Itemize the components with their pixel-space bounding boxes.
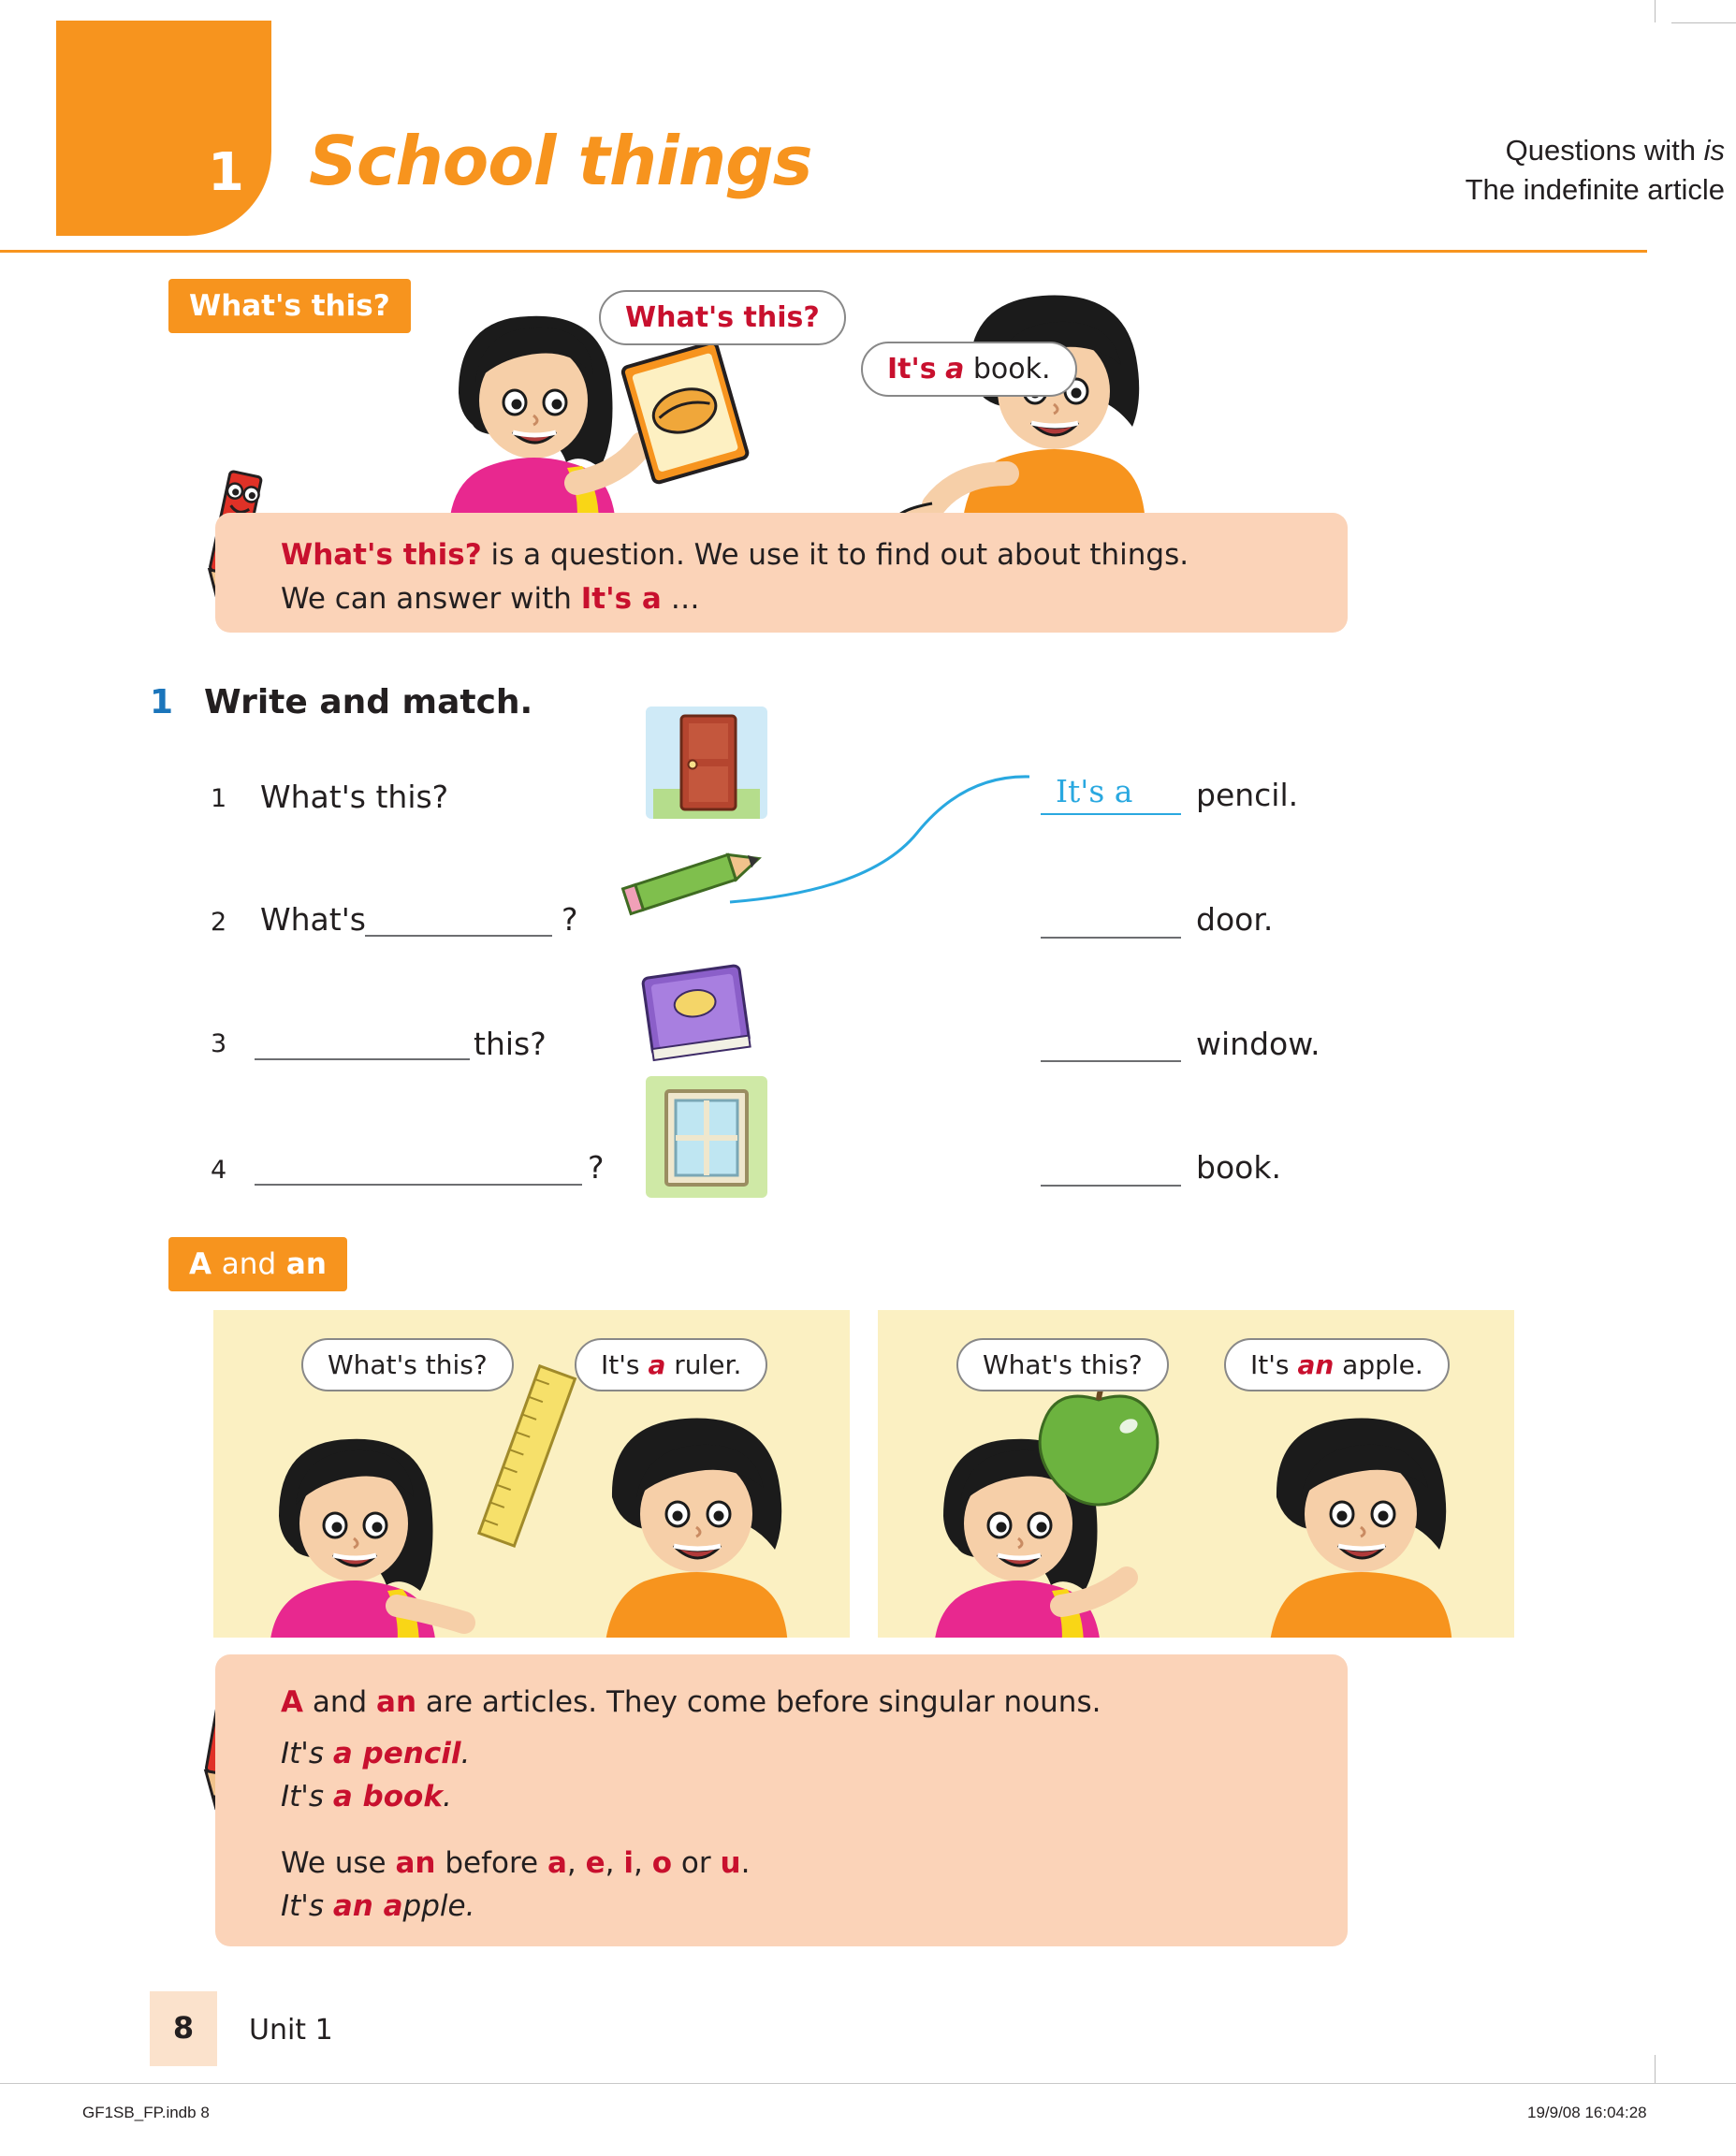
speech-bubble-panel-right-boy: It's an apple. [1224,1338,1450,1391]
question-text-2-before: What's [260,901,366,938]
matching-line [721,767,1039,917]
question-number: 1 [211,784,227,813]
answer-word-3: window. [1196,1026,1320,1062]
footer-unit-label: Unit 1 [249,2014,333,2047]
rule-line-5: It's an apple. [281,1889,475,1923]
apple-illustration [1040,1372,1158,1505]
trim-mark-top [1671,22,1736,23]
bubble-text: What's this? [625,301,820,334]
bubble-text-pre: It's [887,353,937,386]
answer-blank-filled[interactable] [1041,812,1181,815]
rule-line-2: We can answer with It's a … [281,581,700,616]
answer-blank[interactable] [1041,1184,1181,1187]
question-text-1: What's this? [260,779,449,815]
answer-word-1: pencil. [1196,777,1299,813]
answer-blank[interactable] [255,1057,470,1060]
rule-line-4: We use an before a, e, i, o or u. [281,1845,751,1880]
unit-number: 1 [208,142,244,203]
grammar-point-1: Questions with is [1505,134,1725,167]
rule-box-whats-this [215,513,1348,633]
grammar-points [1466,131,1725,210]
speech-bubble-panel-left-girl: What's this? [301,1338,514,1391]
question-number: 3 [211,1029,227,1058]
chip-a: A [189,1247,212,1281]
speech-bubble-girl-1 [599,290,846,345]
bubble-text-article: a [945,353,965,386]
answer-filled-1: It's a [1056,773,1133,809]
question-text-4-after: ? [588,1149,605,1186]
page-number: 8 [172,2010,195,2046]
rule-box-a-and-an [215,1654,1348,1946]
section-label-whats-this: What's this? [168,279,411,333]
speech-bubble-boy-1 [861,342,1077,397]
trim-mark-right [1655,0,1656,22]
speech-bubble-panel-left-boy: It's a ruler. [575,1338,767,1391]
answer-blank[interactable] [1041,936,1181,939]
boy-pointing-illustration [880,281,1226,533]
exercise-instruction: Write and match. [204,683,533,721]
question-text-2-after: ? [562,901,578,938]
answer-word-2: door. [1196,901,1274,938]
trim-mark-right-lower [1655,2055,1656,2083]
chip-and: and [221,1247,277,1281]
rule-line-3: It's a book. [281,1780,452,1814]
exercise-number: 1 [150,683,174,721]
book-picture [627,956,767,1069]
answer-blank[interactable] [365,934,552,937]
question-text-3-after: this? [474,1026,547,1062]
chip-an: an [285,1247,327,1281]
bubble-text-post: book. [972,353,1051,386]
rule-line-1: A and an are articles. They come before singular nouns. [281,1685,1101,1719]
answer-blank[interactable] [1041,1059,1181,1062]
held-book-illustration [618,337,758,487]
question-number: 4 [211,1156,227,1185]
rule-line-2: It's a pencil. [281,1736,471,1770]
print-info-left: GF1SB_FP.indb 8 [82,2104,210,2121]
question-number: 2 [211,908,227,937]
answer-word-4: book. [1196,1149,1281,1186]
rule-line-1: What's this? is a question. We use it to find out about things. [281,538,1189,572]
section-label-a-and-an [168,1237,347,1291]
answer-blank[interactable] [255,1183,582,1186]
speech-bubble-panel-right-girl: What's this? [956,1338,1169,1391]
unit-tab [56,21,271,236]
window-picture [646,1076,767,1198]
grammar-point-2: The indefinite article [1465,172,1725,206]
print-info-right: 19/9/08 16:04:28 [1527,2104,1647,2121]
page-title: School things [309,122,812,200]
footer-divider [0,2083,1736,2084]
